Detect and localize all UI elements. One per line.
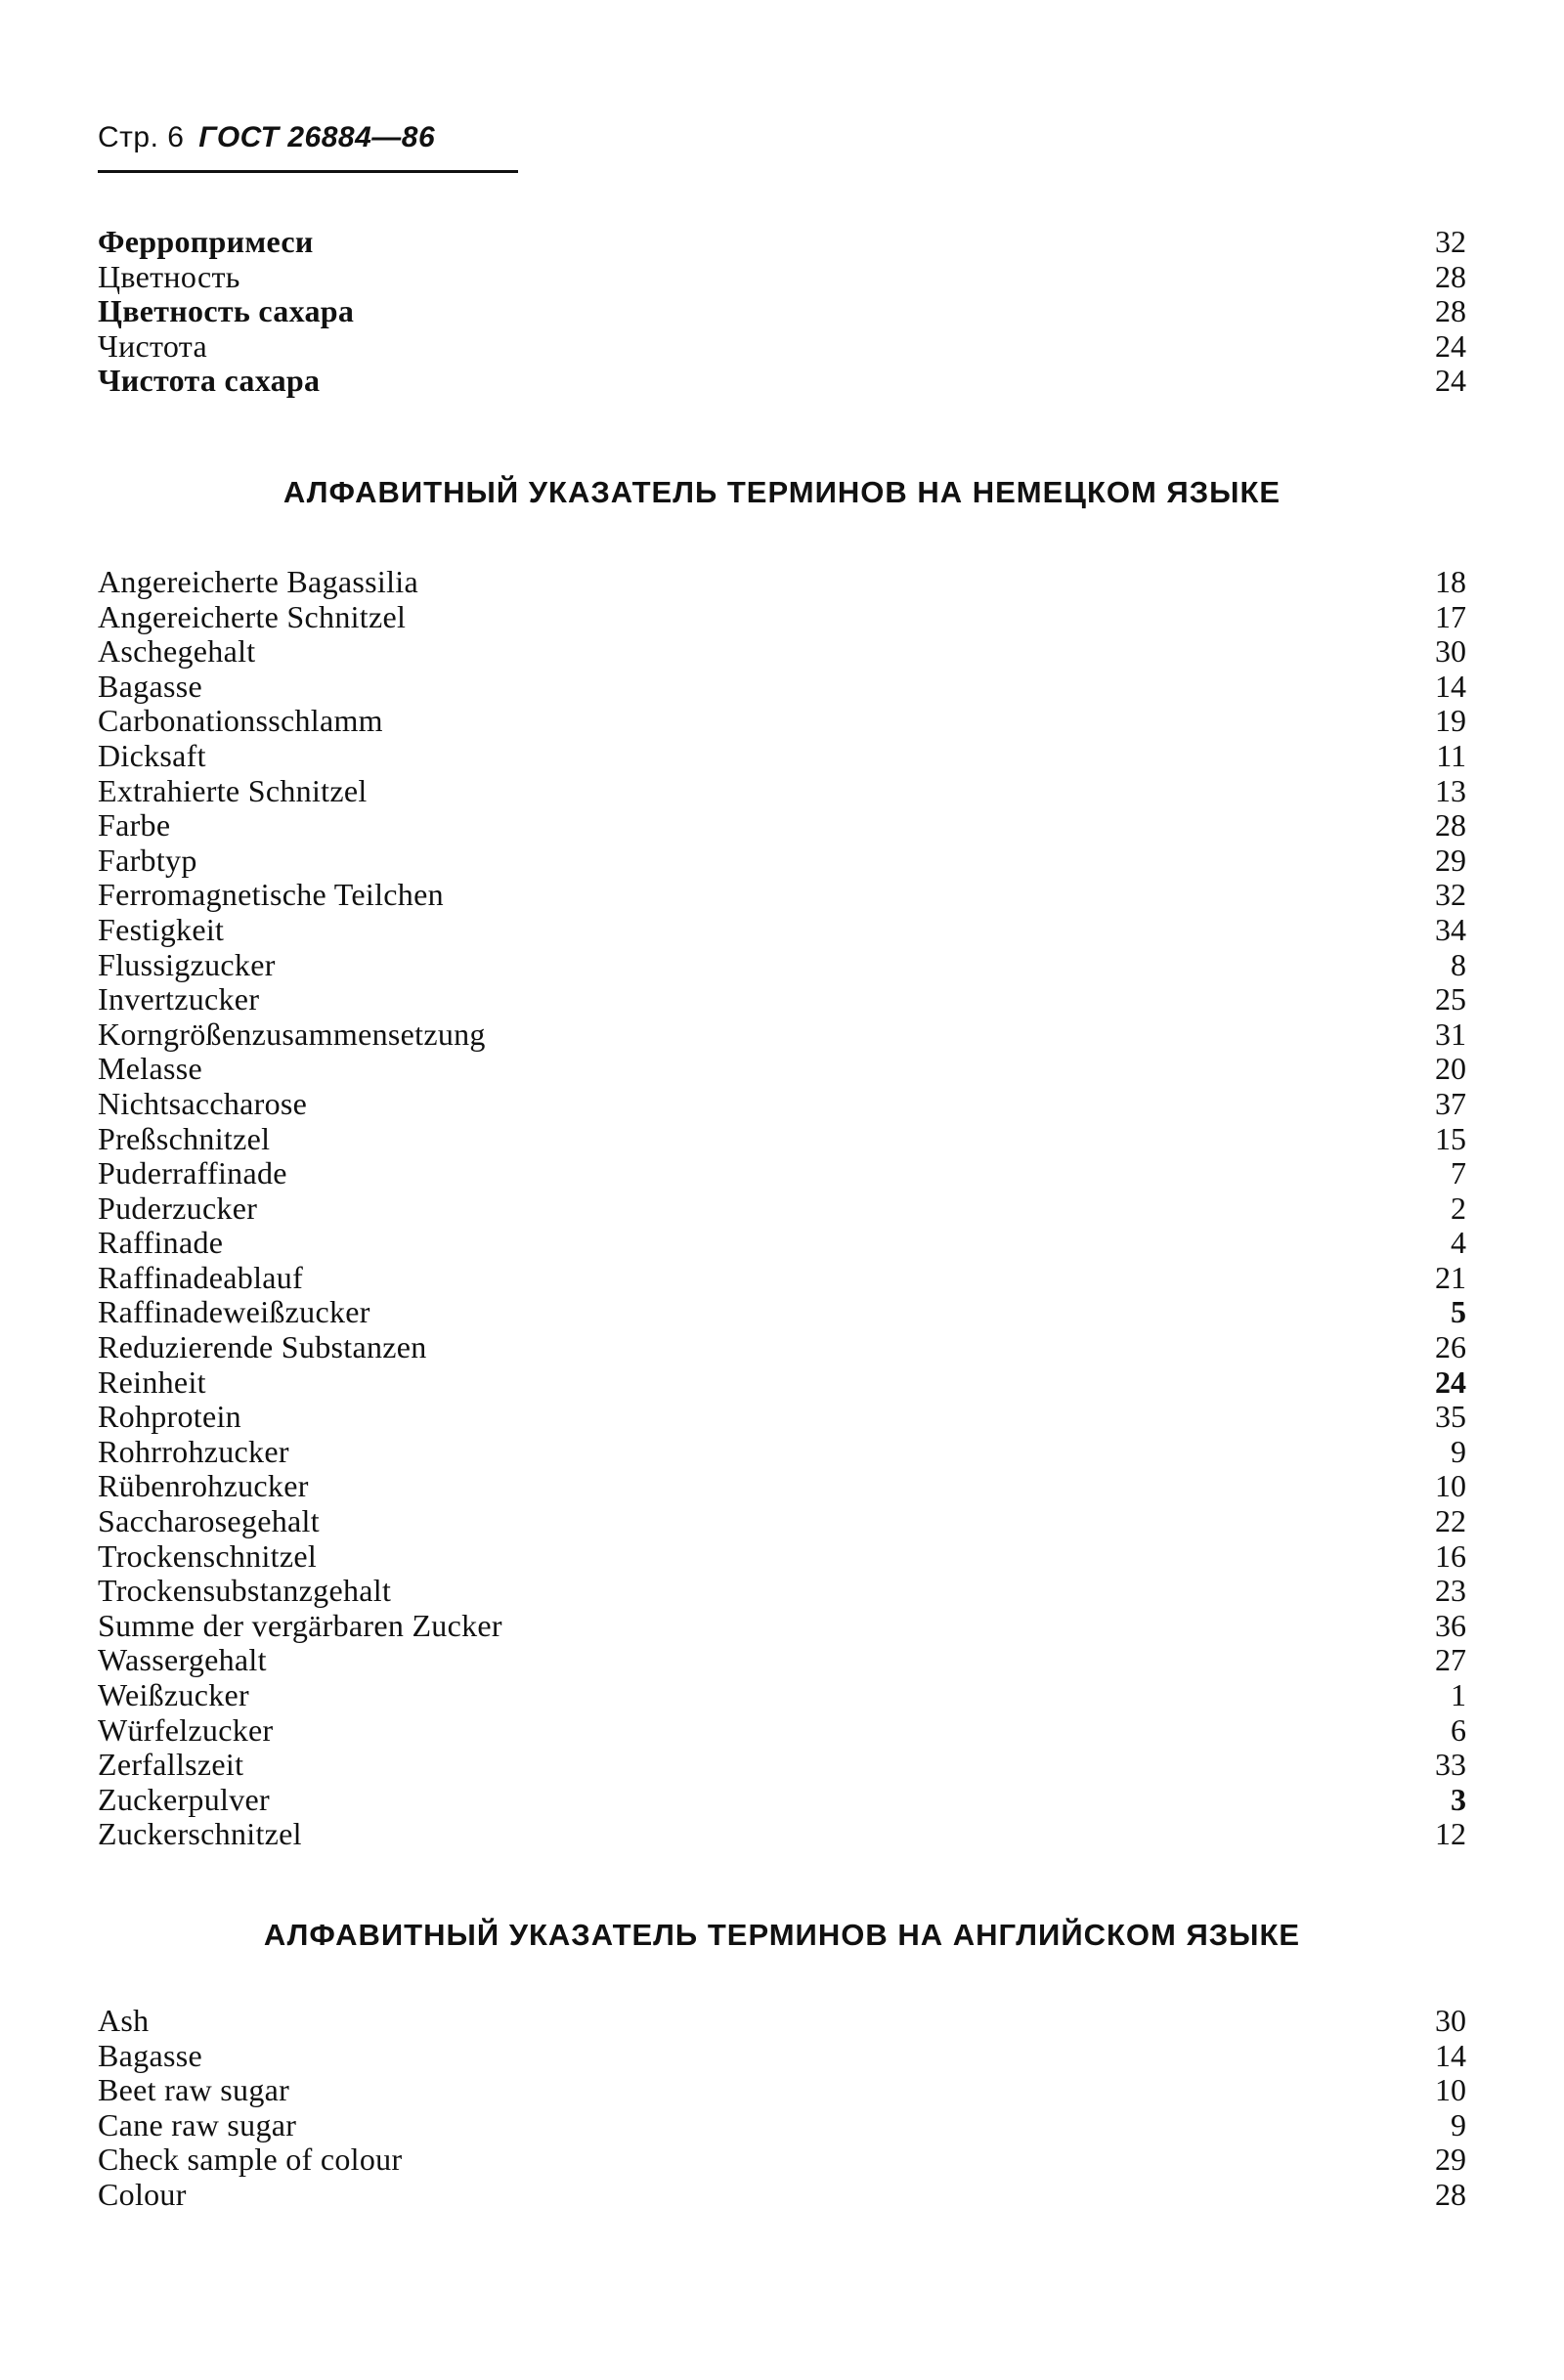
index-term: Saccharosegehalt [98, 1503, 320, 1539]
index-entry [98, 1226, 1466, 1261]
index-entry [98, 739, 1466, 774]
index-term: Ash [98, 2003, 150, 2038]
index-entry [98, 2073, 1466, 2108]
index-term: Summe der vergärbaren Zucker [98, 1607, 502, 1643]
index-term-number: 15 [1435, 1120, 1466, 1156]
index-term: Чистота [98, 327, 207, 364]
index-term: Trockenschnitzel [98, 1537, 318, 1574]
index-term-number: 19 [1435, 703, 1466, 739]
index-term: Cane raw sugar [98, 2106, 297, 2142]
index-entry [98, 260, 1466, 295]
index-entry [98, 1191, 1466, 1227]
index-term-number: 21 [1435, 1259, 1466, 1295]
index-term-number: 22 [1435, 1503, 1466, 1539]
standard-code: ГОСТ 26884—86 [198, 121, 436, 153]
index-entry [98, 704, 1466, 739]
index-entry [98, 225, 1466, 260]
index-term-number: 30 [1435, 2003, 1466, 2038]
index-term-number: 7 [1451, 1155, 1466, 1191]
index-term: Bagasse [98, 668, 202, 704]
index-term: Carbonationsschlamm [98, 703, 383, 739]
index-term-number: 17 [1435, 598, 1466, 634]
index-entry [98, 1052, 1466, 1087]
index-term-number: 28 [1435, 807, 1466, 844]
index-term: Preßschnitzel [98, 1120, 271, 1156]
index-entry [98, 982, 1466, 1017]
index-term-number: 37 [1435, 1085, 1466, 1121]
index-term-number: 36 [1435, 1607, 1466, 1643]
german-index-list [98, 565, 1466, 1852]
index-term-number: 4 [1451, 1225, 1466, 1261]
russian-index-tail [98, 225, 1466, 399]
index-term-number: 2 [1451, 1190, 1466, 1226]
index-term-number: 27 [1435, 1642, 1466, 1678]
index-entry [98, 808, 1466, 844]
index-entry [98, 1713, 1466, 1749]
index-term-number: 1 [1451, 1677, 1466, 1712]
index-term: Korngrößenzusammensetzung [98, 1016, 486, 1052]
index-term-number: 32 [1435, 224, 1466, 259]
index-term-number: 8 [1451, 946, 1466, 982]
index-term-number: 29 [1435, 2142, 1466, 2178]
index-entry [98, 1365, 1466, 1401]
index-term: Rohprotein [98, 1399, 241, 1435]
index-entry [98, 1469, 1466, 1504]
index-term-number: 14 [1435, 2037, 1466, 2073]
index-entry [98, 2004, 1466, 2039]
index-term: Puderraffinade [98, 1155, 287, 1191]
index-term-number: 10 [1435, 2072, 1466, 2108]
index-term-number: 30 [1435, 633, 1466, 670]
index-entry [98, 364, 1466, 399]
index-entry [98, 878, 1466, 913]
index-entry [98, 294, 1466, 329]
index-entry [98, 1087, 1466, 1122]
index-term-number: 24 [1435, 327, 1466, 364]
index-entry [98, 2142, 1466, 2178]
index-entry [98, 565, 1466, 600]
index-term: Чистота сахара [98, 363, 321, 399]
index-term-number: 18 [1435, 564, 1466, 599]
index-entry [98, 1156, 1466, 1191]
index-term: Bagasse [98, 2037, 202, 2073]
index-term-number: 24 [1435, 1363, 1466, 1400]
index-term: Rohrrohzucker [98, 1433, 289, 1469]
index-term: Colour [98, 2176, 187, 2212]
index-term: Farbe [98, 807, 171, 844]
index-entry [98, 948, 1466, 983]
index-term-number: 9 [1451, 2106, 1466, 2142]
index-entry [98, 1122, 1466, 1157]
english-index-list [98, 2004, 1466, 2213]
index-entry [98, 1400, 1466, 1435]
index-term-number: 33 [1435, 1747, 1466, 1783]
index-entry [98, 913, 1466, 948]
page-number: Стр. 6 [98, 121, 185, 153]
index-entry [98, 1295, 1466, 1330]
index-term: Angereicherte Schnitzel [98, 598, 407, 634]
index-term-number: 23 [1435, 1573, 1466, 1609]
index-entry [98, 844, 1466, 879]
index-term: Raffinadeweißzucker [98, 1294, 370, 1330]
index-entry [98, 2039, 1466, 2074]
index-term: Reduzierende Substanzen [98, 1329, 427, 1365]
index-term: Wassergehalt [98, 1642, 267, 1678]
index-term-number: 9 [1451, 1433, 1466, 1469]
index-term-number: 34 [1435, 911, 1466, 947]
index-term: Angereicherte Bagassilia [98, 564, 418, 599]
index-entry [98, 2108, 1466, 2143]
index-term: Nichtsaccharose [98, 1085, 308, 1121]
header-rule [98, 170, 518, 173]
index-term: Weißzucker [98, 1677, 249, 1712]
english-index-heading: АЛФАВИТНЫЙ УКАЗАТЕЛЬ ТЕРМИНОВ НА АНГЛИЙСКОМ ЯЗЫКЕ [263, 1918, 1301, 1952]
index-term-number: 28 [1435, 293, 1466, 329]
index-entry [98, 600, 1466, 635]
index-term-number: 3 [1451, 1781, 1466, 1817]
index-term-number: 13 [1435, 772, 1466, 808]
index-entry [98, 1609, 1466, 1644]
index-term-number: 5 [1451, 1294, 1466, 1330]
index-entry [98, 1574, 1466, 1609]
index-entry [98, 329, 1466, 365]
index-term: Raffinade [98, 1225, 224, 1261]
index-term-number: 6 [1451, 1711, 1466, 1748]
index-term: Dicksaft [98, 737, 206, 773]
index-term-number: 32 [1435, 877, 1466, 913]
index-entry [98, 774, 1466, 809]
index-term: Rübenrohzucker [98, 1468, 309, 1504]
index-entry [98, 1678, 1466, 1713]
index-entry [98, 1783, 1466, 1818]
index-term-number: 29 [1435, 842, 1466, 878]
index-term-number: 11 [1436, 737, 1466, 773]
index-term-number: 16 [1435, 1537, 1466, 1574]
index-entry [98, 1330, 1466, 1365]
index-term: Цветность сахара [98, 293, 355, 329]
index-term-number: 31 [1435, 1016, 1466, 1052]
index-entry [98, 1017, 1466, 1053]
index-entry [98, 670, 1466, 705]
index-entry [98, 1643, 1466, 1678]
index-term: Beet raw sugar [98, 2072, 290, 2108]
index-entry [98, 1261, 1466, 1296]
index-entry [98, 2178, 1466, 2213]
index-term-number: 25 [1435, 981, 1466, 1017]
index-term: Melasse [98, 1051, 202, 1087]
index-term: Ferromagnetische Teilchen [98, 877, 444, 913]
index-term: Farbtyp [98, 842, 197, 878]
index-entry [98, 1539, 1466, 1575]
index-term: Check sample of colour [98, 2142, 403, 2178]
index-term-number: 24 [1435, 363, 1466, 399]
index-term-number: 14 [1435, 668, 1466, 704]
index-term-number: 10 [1435, 1468, 1466, 1504]
index-term: Extrahierte Schnitzel [98, 772, 368, 808]
index-term: Цветность [98, 258, 240, 294]
index-term: Trockensubstanzgehalt [98, 1573, 392, 1609]
index-term-number: 28 [1435, 258, 1466, 294]
page-header [98, 121, 518, 154]
index-term: Puderzucker [98, 1190, 258, 1226]
index-entry [98, 1435, 1466, 1470]
index-term: Würfelzucker [98, 1711, 274, 1748]
index-term: Zuckerpulver [98, 1781, 270, 1817]
index-term: Zerfallszeit [98, 1747, 244, 1783]
index-term-number: 28 [1435, 2176, 1466, 2212]
index-entry [98, 634, 1466, 670]
index-term-number: 12 [1435, 1816, 1466, 1852]
index-term-number: 26 [1435, 1329, 1466, 1365]
index-term: Flussigzucker [98, 946, 276, 982]
index-term: Ферропримеси [98, 224, 314, 259]
index-term: Festigkeit [98, 911, 225, 947]
index-entry [98, 1504, 1466, 1539]
index-entry [98, 1817, 1466, 1852]
index-term: Invertzucker [98, 981, 260, 1017]
index-term-number: 35 [1435, 1399, 1466, 1435]
index-term-number: 20 [1435, 1051, 1466, 1087]
index-entry [98, 1748, 1466, 1783]
index-term: Raffinadeablauf [98, 1259, 304, 1295]
index-term: Aschegehalt [98, 633, 256, 670]
german-index-heading: АЛФАВИТНЫЙ УКАЗАТЕЛЬ ТЕРМИНОВ НА НЕМЕЦКОМ ЯЗЫКЕ [282, 475, 1282, 509]
index-term: Zuckerschnitzel [98, 1816, 302, 1852]
index-term: Reinheit [98, 1363, 206, 1400]
